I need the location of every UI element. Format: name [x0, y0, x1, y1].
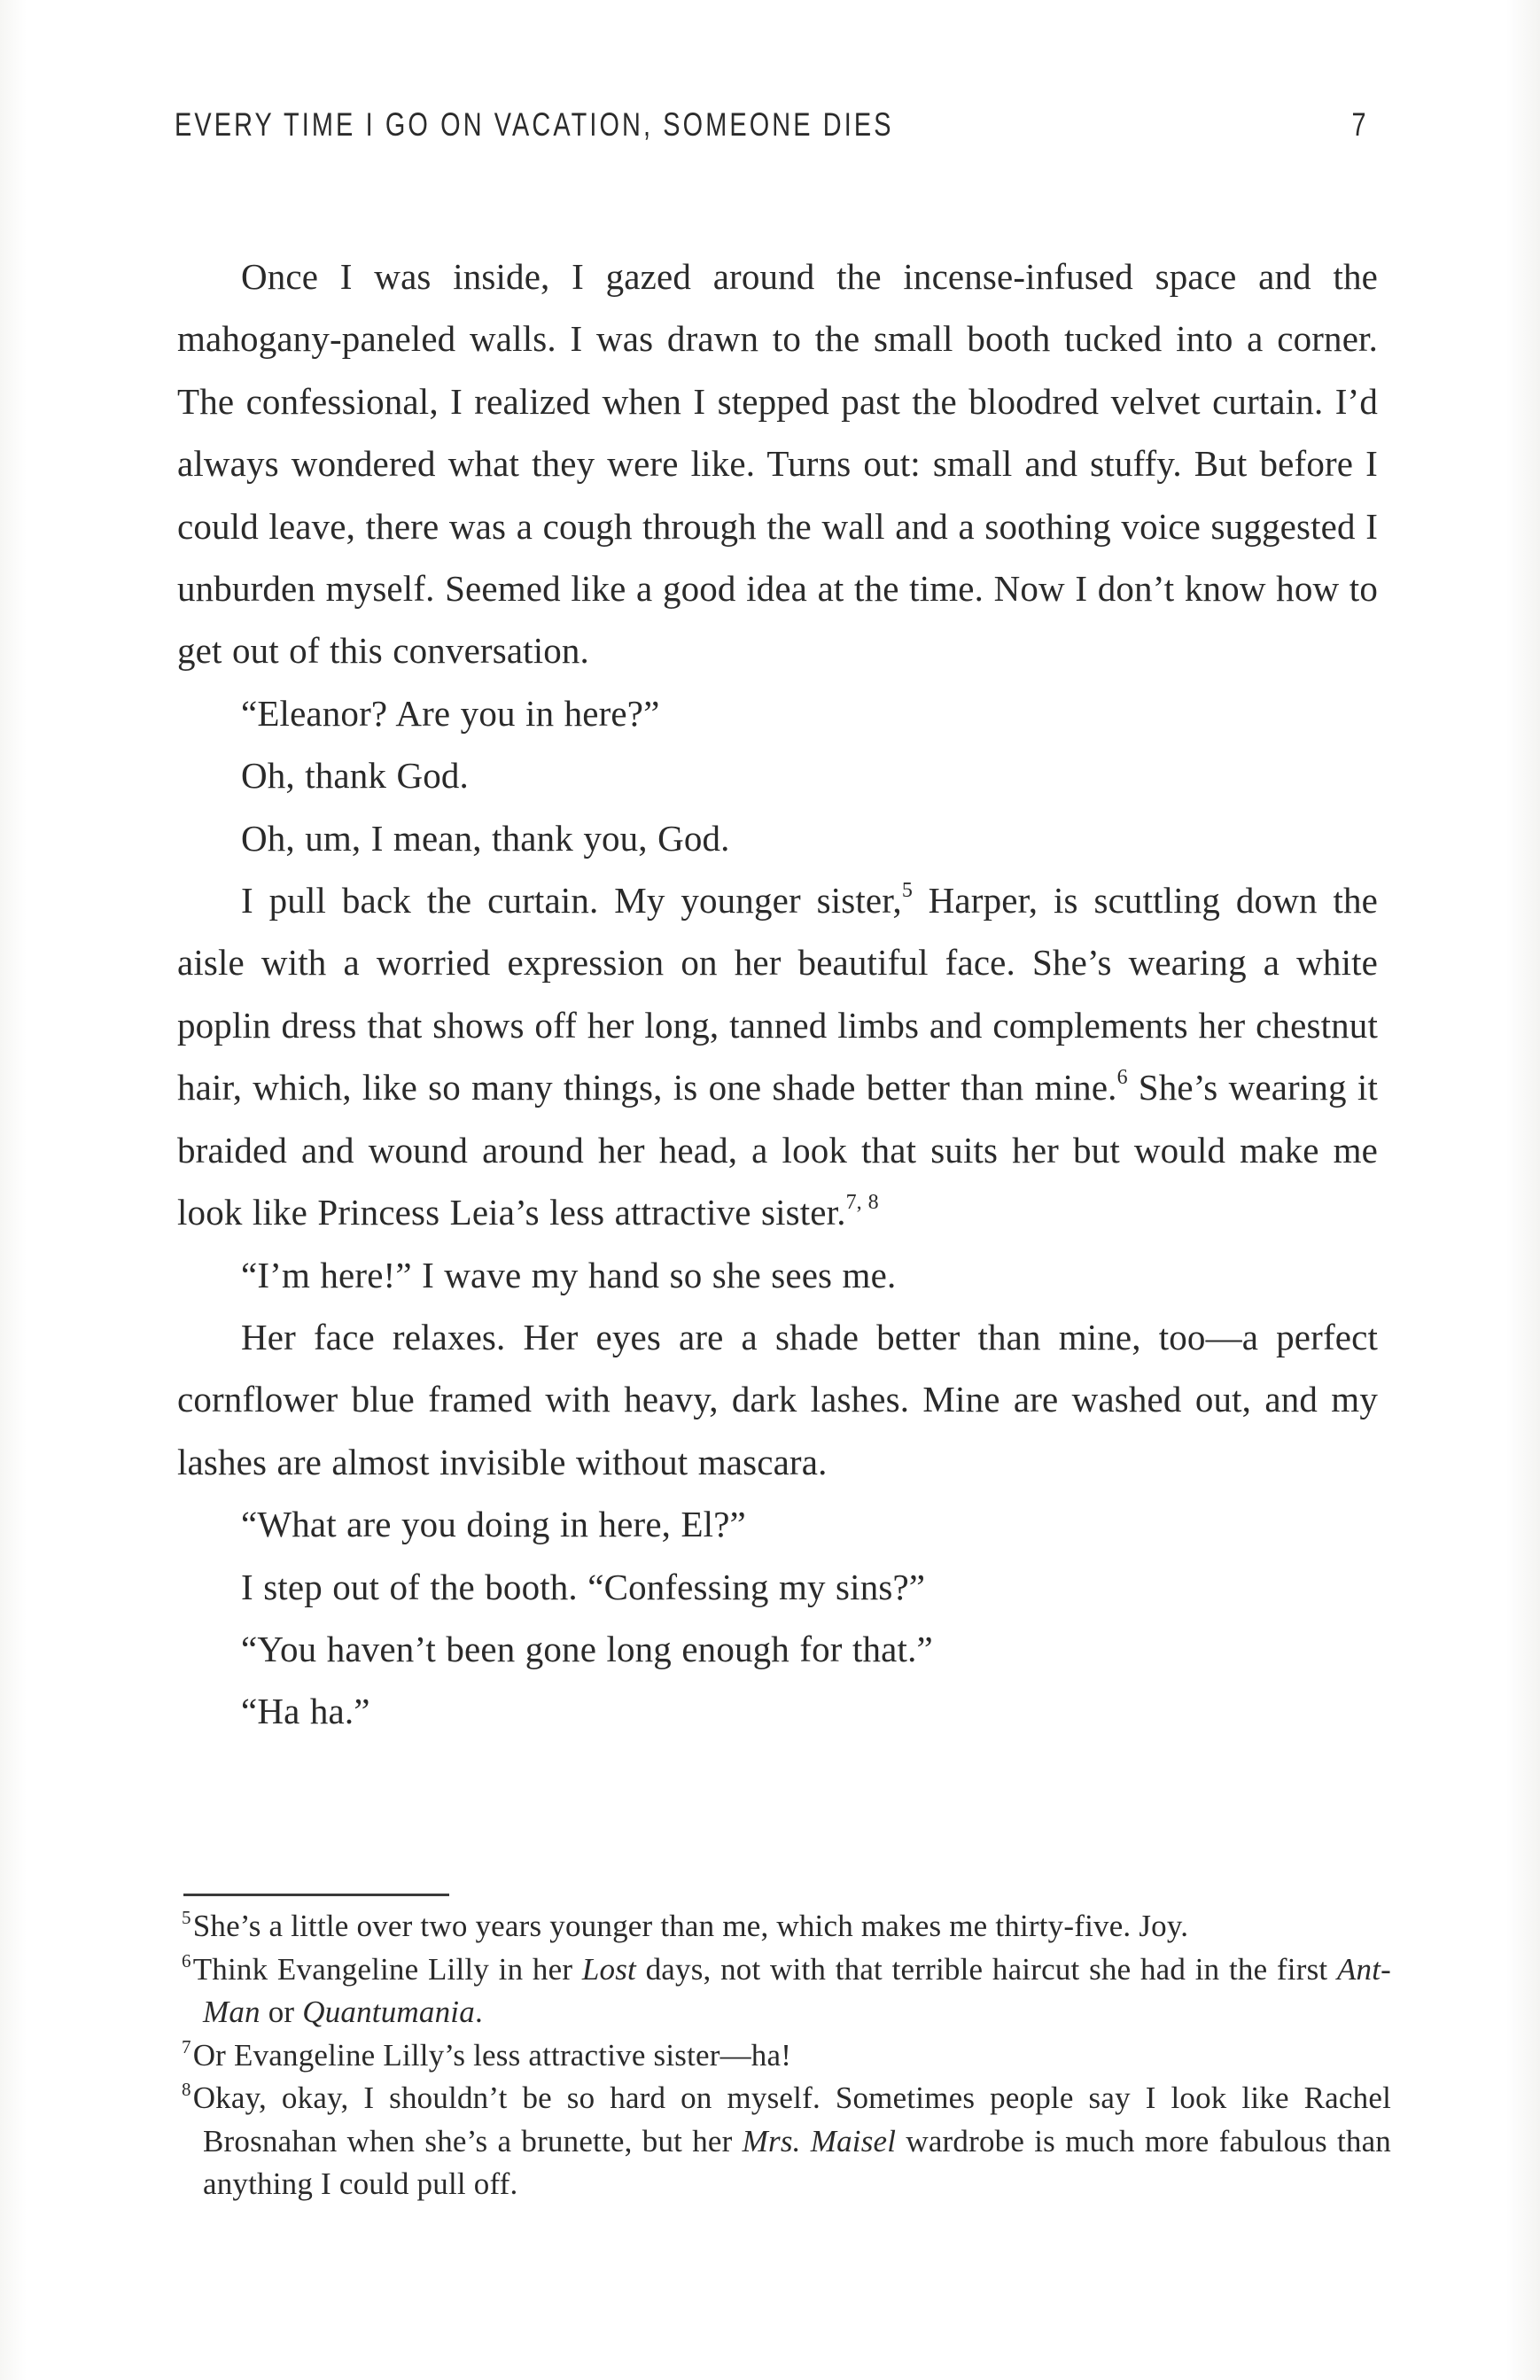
footnote-number: 6: [182, 1949, 191, 1972]
footnote-reference: 7, 8: [845, 1191, 879, 1215]
body-text: [177, 245, 1378, 1743]
footnote-divider: [183, 1894, 449, 1896]
running-header-title: EVERY TIME I GO ON VACATION, SOMEONE DIES: [175, 106, 894, 143]
paragraph: “Eleanor? Are you in here?”: [241, 692, 660, 734]
paragraph: “You haven’t been gone long enough for that.”: [241, 1628, 933, 1669]
paragraph-text: She’s wearing it braided and wound around her head, a look that suits her but would make me look like Princess Leia’s less attractive sister.: [177, 1067, 1378, 1233]
paragraph: Once I was inside, I gazed around the incense-infused space and the mahogany-paneled walls. I was drawn to the small booth tucked into a corner. The confessional, I realized when I stepped past the bloodred velvet curtain. I’d always wondered what they were like. Turns out: small and stuffy. But before I could leave, there was a cough through the wall and a soothing voice suggested I unburden myself. Seemed like a good idea at the time. Now I don’t know how to get out of this conversation.: [177, 256, 1378, 672]
paragraph-text: I pull back the curtain. My younger sister,: [241, 880, 902, 922]
footnotes: [182, 1905, 1391, 2206]
paragraph: I step out of the booth. “Confessing my sins?”: [241, 1566, 926, 1607]
footnote-italic: Quantumania: [302, 1995, 475, 2029]
footnote-text: wardrobe is much more fabulous than anything I could pull off.: [203, 2123, 1392, 2201]
footnote-reference: 5: [901, 879, 913, 903]
footnote-text: days, not with that terrible haircut she had in the first: [635, 1951, 1337, 1987]
paragraph: Her face relaxes. Her eyes are a shade better than mine, too—a perfect cornflower blue framed with heavy, dark lashes. Mine are washed out, and my lashes are almost invisible without mascara.: [177, 1316, 1378, 1482]
footnote-italic: Lost: [581, 1951, 636, 1987]
footnote-italic: Mrs. Maisel: [742, 2123, 897, 2158]
footnote-text: She’s a little over two years younger than me, which makes me thirty-five. Joy.: [192, 1909, 1189, 1943]
paragraph: Oh, thank God.: [241, 755, 469, 797]
page-number: 7: [1351, 106, 1366, 143]
footnote-number: 8: [182, 2079, 191, 2100]
footnote-number: 7: [182, 2035, 191, 2057]
footnote: [182, 1948, 1391, 2034]
paragraph: [177, 869, 1378, 1243]
footnote-italic: Ant-Man: [203, 1951, 1391, 2029]
paragraph: “I’m here!” I wave my hand so she sees me.: [241, 1254, 897, 1295]
footnote-text: Or Evangeline Lilly’s less attractive sister—ha!: [192, 2037, 792, 2073]
footnote: [182, 2034, 1391, 2078]
footnote-number: 5: [182, 1907, 191, 1928]
footnote-text: Okay, okay, I shouldn’t be so hard on myself. Sometimes people say I look like Rachel Brosnahan when she’s a brunette, but her: [192, 2081, 1391, 2158]
footnote-text: or: [260, 1995, 303, 2029]
paragraph: Oh, um, I mean, thank you, God.: [241, 817, 730, 859]
paragraph: “Ha ha.”: [241, 1691, 370, 1732]
footnote-text: .: [474, 1995, 483, 2029]
footnote: [182, 2077, 1391, 2206]
running-header: [175, 106, 1366, 159]
footnote-reference: 6: [1116, 1066, 1128, 1090]
paragraph-text: Harper, is scuttling down the aisle with a worried expression on her beautiful face. She’s wearing a white poplin dress that shows off her long, tanned limbs and complements her chestnut hair, which, like so many things, is one shade better than mine.: [177, 880, 1378, 1108]
footnote-text: Think Evangeline Lilly in her: [192, 1951, 582, 1987]
footnote: [182, 1905, 1391, 1948]
paragraph: “What are you doing in here, El?”: [241, 1504, 746, 1545]
